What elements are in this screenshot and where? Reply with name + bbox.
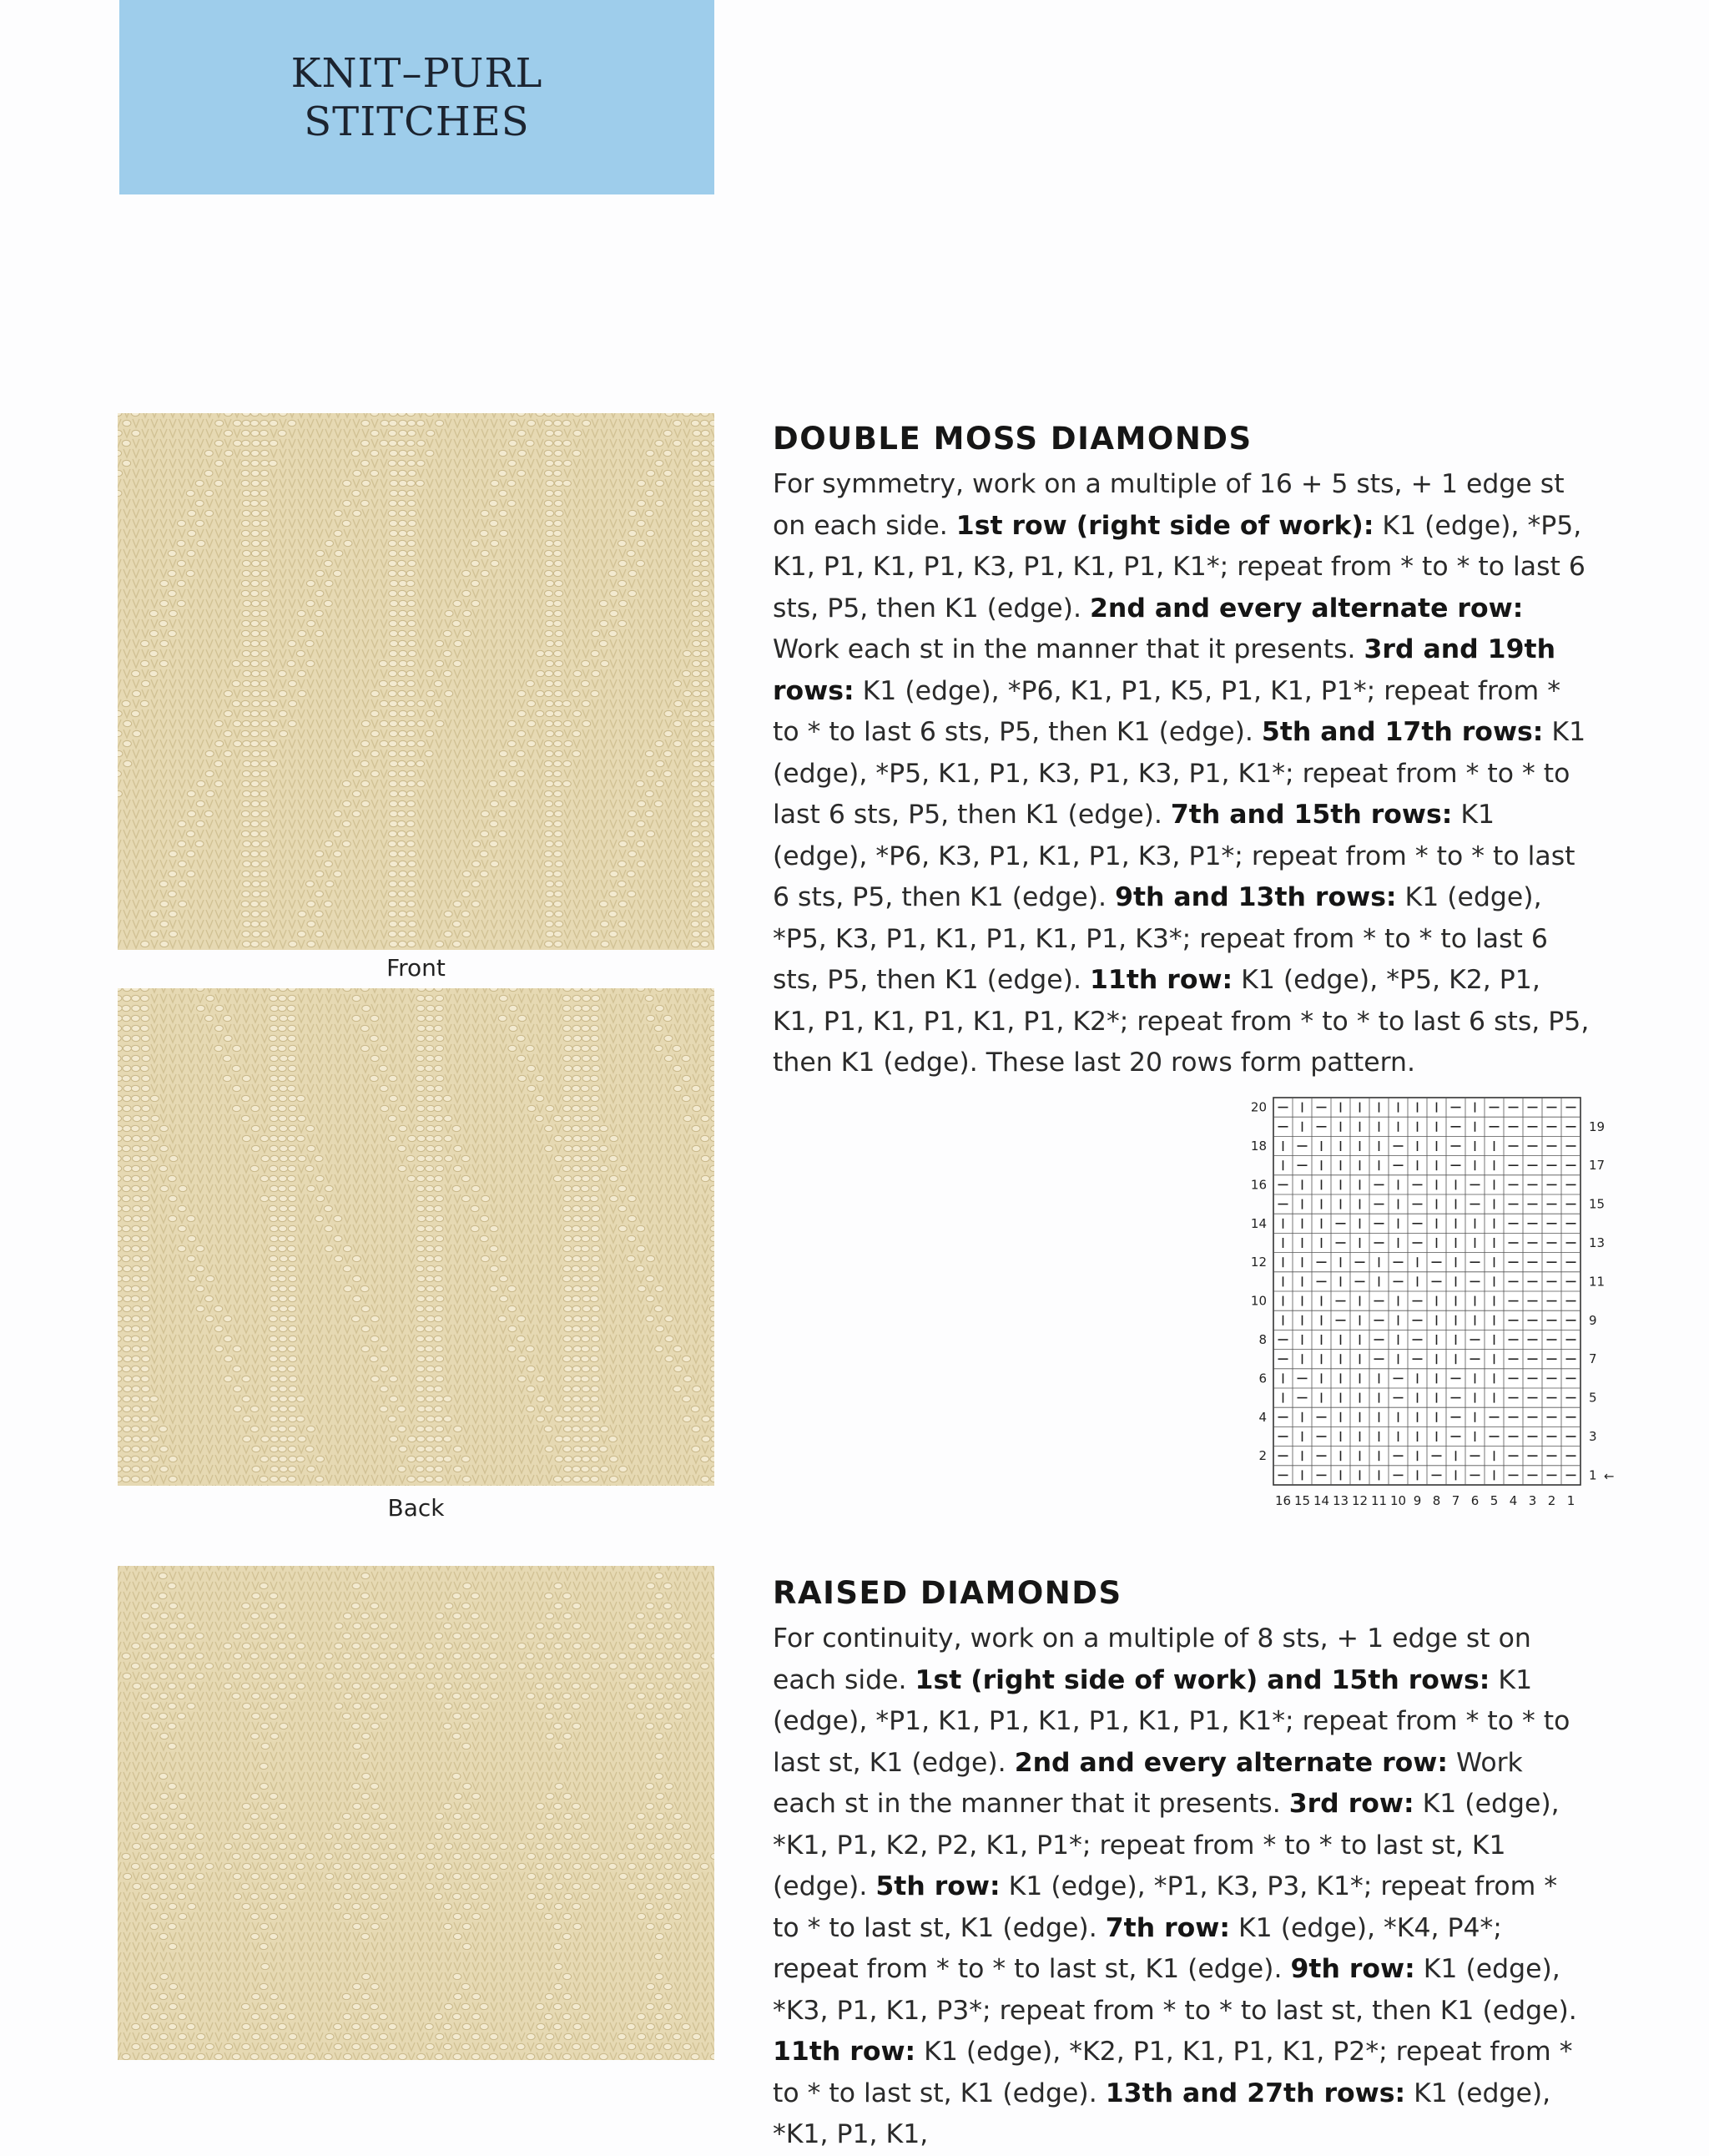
- instruction-text: K1 (edge), *K1, P1, K1,: [773, 2078, 1551, 2149]
- double-moss-instructions: [773, 464, 1591, 1084]
- section-header: [119, 0, 714, 194]
- instruction-text: For symmetry, work on a multiple of 16 + 5 sts, + 1 edge st on each side.: [773, 469, 1565, 541]
- swatch-front-caption: Front: [386, 954, 446, 982]
- instruction-row-label: 1st (right side of work) and 15th rows:: [915, 1664, 1490, 1695]
- chart-column-label: 6: [1470, 1493, 1480, 1508]
- instruction-text: K1 (edge), *K4, P4*; repeat from * to * to last st, K1 (edge).: [773, 1912, 1502, 1984]
- raised-diamonds-title: RAISED DIAMONDS: [773, 1575, 1122, 1611]
- chart-column-label: 4: [1509, 1493, 1518, 1508]
- chart-row-label: 11: [1589, 1274, 1606, 1290]
- section-header-line-1: KNIT–PURL: [290, 49, 543, 97]
- chart-row-label: 7: [1589, 1351, 1597, 1367]
- instruction-text: K1 (edge), *P1, K1, P1, K1, P1, K1, P1, K1*; repeat from * to * to last st, K1 (edge).: [773, 1664, 1570, 1778]
- chart-row-label: 1: [1589, 1467, 1597, 1483]
- chart-column-label: 11: [1370, 1493, 1388, 1508]
- instruction-row-label: 1st row (right side of work):: [955, 510, 1374, 541]
- chart-start-arrow-icon: ←: [1604, 1468, 1615, 1484]
- chart-column-label: 1: [1566, 1493, 1575, 1508]
- swatch-raised-diamonds-image: [118, 1566, 714, 2060]
- chart-row-label: 16: [1250, 1177, 1267, 1193]
- chart-column-label: 14: [1313, 1493, 1330, 1508]
- instruction-text: For continuity, work on a multiple of 8 sts, + 1 edge st on each side.: [773, 1623, 1531, 1695]
- chart-column-label: 7: [1451, 1493, 1460, 1508]
- chart-column-label: 16: [1274, 1493, 1292, 1508]
- chart-row-label: 2: [1258, 1448, 1267, 1464]
- instruction-row-label: 3rd row:: [1288, 1789, 1414, 1819]
- instruction-text: K1 (edge), *P5, K1, P1, K3, P1, K3, P1, K1*; repeat from * to * to last 6 sts, P5, then K1 (edge).: [773, 717, 1586, 830]
- instruction-row-label: 11th row:: [1090, 965, 1233, 995]
- chart-row-label: 20: [1250, 1099, 1267, 1115]
- instruction-text: K1 (edge), *P5, K3, P1, K1, P1, K1, P1, K3*; repeat from * to * to last 6 sts, P5, then K1 (edge).: [773, 882, 1548, 995]
- instruction-row-label: 9th and 13th rows:: [1115, 882, 1397, 912]
- chart-row-label: 4: [1258, 1409, 1267, 1425]
- chart-row-label: 17: [1589, 1158, 1606, 1174]
- chart-column-label: 2: [1547, 1493, 1556, 1508]
- chart-row-label: 8: [1258, 1332, 1267, 1347]
- instruction-text: K1 (edge), *K2, P1, K1, P1, K1, P2*; repeat from * to * to last st, K1 (edge).: [773, 2037, 1573, 2108]
- instruction-row-label: 7th and 15th rows:: [1170, 800, 1453, 830]
- instruction-text: K1 (edge), *P5, K2, P1, K1, P1, K1, P1, K1, P1, K2*; repeat from * to * to last 6 sts, P5, then K1 (edge). These last 20 rows form pattern.: [773, 965, 1590, 1078]
- swatch-back-caption: Back: [387, 1494, 445, 1522]
- chart-row-label: 9: [1589, 1312, 1597, 1328]
- instruction-row-label: 5th and 17th rows:: [1261, 717, 1544, 747]
- chart-row-label: 14: [1250, 1215, 1267, 1231]
- instruction-row-label: 5th row:: [875, 1871, 1001, 1901]
- instruction-row-label: 7th row:: [1105, 1912, 1230, 1943]
- chart-column-label: 9: [1413, 1493, 1422, 1508]
- stitch-chart: [1243, 1089, 1636, 1523]
- chart-row-label: 10: [1250, 1293, 1267, 1309]
- chart-column-label: 12: [1351, 1493, 1369, 1508]
- instruction-text: Work each st in the manner that it presents.: [773, 1747, 1523, 1819]
- chart-row-label: 5: [1589, 1390, 1597, 1406]
- chart-column-label: 5: [1490, 1493, 1499, 1508]
- raised-diamonds-instructions: [773, 1618, 1591, 2156]
- chart-column-label: 3: [1528, 1493, 1537, 1508]
- swatch-back-image: [118, 988, 714, 1486]
- instruction-row-label: 2nd and every alternate row:: [1090, 593, 1524, 624]
- chart-column-label: 13: [1332, 1493, 1349, 1508]
- swatch-front-image: [118, 413, 714, 950]
- chart-row-label: 6: [1258, 1371, 1267, 1386]
- chart-row-label: 12: [1250, 1255, 1267, 1270]
- chart-row-label: 19: [1589, 1118, 1606, 1134]
- instruction-row-label: 13th and 27th rows:: [1105, 2078, 1406, 2108]
- instruction-row-label: 9th row:: [1290, 1954, 1415, 1984]
- instruction-text: K1 (edge), *P6, K3, P1, K1, P1, K3, P1*; repeat from * to * to last 6 sts, P5, then K1 (edge).: [773, 800, 1575, 912]
- instruction-text: K1 (edge), *P5, K1, P1, K1, P1, K3, P1, K1, P1, K1*; repeat from * to * to last 6 sts, P5, then K1 (edge).: [773, 510, 1585, 624]
- chart-column-label: 10: [1389, 1493, 1407, 1508]
- instruction-row-label: 11th row:: [773, 2037, 916, 2067]
- chart-row-label: 18: [1250, 1139, 1267, 1154]
- instruction-row-label: 2nd and every alternate row:: [1014, 1747, 1448, 1778]
- instruction-text: K1 (edge), *P1, K3, P3, K1*; repeat from * to * to last st, K1 (edge).: [773, 1871, 1558, 1943]
- instruction-text: K1 (edge), *P6, K1, P1, K5, P1, K1, P1*; repeat from * to * to last 6 sts, P5, then K1 (edge).: [773, 675, 1560, 747]
- section-header-line-2: STITCHES: [304, 98, 530, 145]
- chart-row-label: 3: [1589, 1429, 1597, 1444]
- instruction-text: K1 (edge), *K1, P1, K2, P2, K1, P1*; repeat from * to * to last st, K1 (edge).: [773, 1789, 1560, 1901]
- instruction-text: K1 (edge), *K3, P1, K1, P3*; repeat from * to * to last st, then K1 (edge).: [773, 1954, 1577, 2026]
- chart-column-label: 8: [1432, 1493, 1441, 1508]
- chart-row-label: 15: [1589, 1196, 1606, 1212]
- chart-column-label: 15: [1293, 1493, 1311, 1508]
- chart-row-label: 13: [1589, 1235, 1606, 1250]
- double-moss-title: DOUBLE MOSS DIAMONDS: [773, 421, 1253, 457]
- instruction-text: Work each st in the manner that it presents.: [773, 634, 1364, 664]
- instruction-row-label: 3rd and 19th rows:: [773, 634, 1555, 706]
